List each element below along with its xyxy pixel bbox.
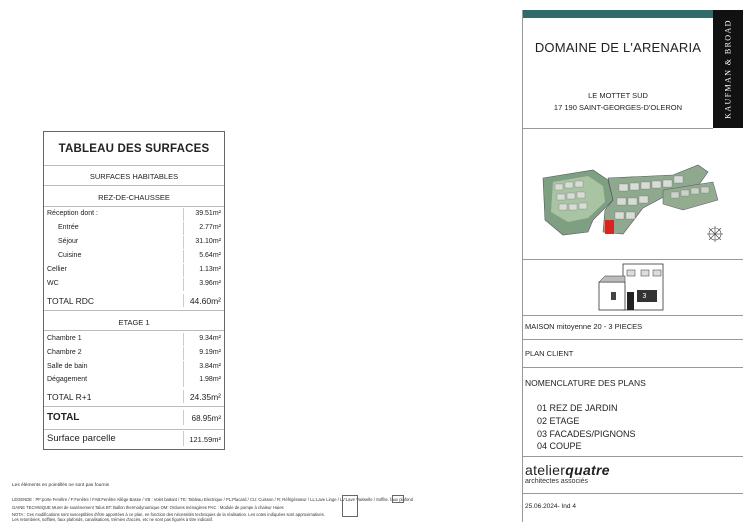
legend-line-3: NOTA : Ces modifications sont susceptibles d'être apportées à ce plan, en fonction des nécessités techniques de la réalisation. Les cotes indiquées sont approximatives.	[12, 512, 325, 517]
row-label: Salle de bain	[47, 363, 88, 370]
plan-type: PLAN CLIENT	[525, 349, 574, 358]
legend-symbol-box	[392, 495, 404, 503]
table-row	[44, 349, 224, 360]
row-label: Entrée	[58, 224, 79, 231]
row-label: TOTAL R+1	[47, 392, 92, 402]
site-plan-image	[533, 160, 733, 250]
row-value: 121.59m²	[189, 435, 221, 444]
row-label: Chambre 1	[47, 335, 82, 342]
legend-line-1: LEGENDE : PF:porte Fenêtre / F:Fenêtre / FAB:Fenêtre Allège Basse / VB : Volet battant / TE: Tableau Electrique / PL:Placard / CU: Cuisson / R: Réfrigérateur / LL:Lave Linge / LV:Lave Vaisselle / Soffite. faux plafond	[12, 497, 413, 502]
compass-icon	[707, 226, 723, 242]
total-row	[44, 412, 224, 423]
table-subtitle: SURFACES HABITABLES	[89, 172, 179, 181]
architect-subtitle: architectes associés	[525, 478, 589, 485]
table-row	[44, 363, 224, 374]
row-label: TOTAL RDC	[47, 296, 95, 306]
header-bar	[523, 10, 713, 18]
row-value: 31.10m²	[195, 238, 221, 245]
footer-note: Les éléments en pointillés ne sont pas fournis	[12, 483, 110, 488]
legend-line-2: GAINE TECHNIQUE Muret de soutènement Talus BT: Ballon thermodynamique OM: Ordures ménagères PAC : Module de pompe à chaleur Haies	[12, 505, 284, 510]
revision-date: 25.06.2024- Ind 4	[525, 503, 576, 510]
legend-line-4: Les retombées, soffites, faux plafonds, canalisations, trémies d'accès, etc ne sont pas figurés à titre indicatif.	[12, 517, 213, 522]
house-type: MAISON mitoyenne 20 - 3 PIECES	[525, 322, 643, 331]
row-label: Cuisine	[58, 252, 82, 259]
table-row	[44, 224, 224, 235]
row-value: 1.98m²	[199, 376, 221, 383]
row-label: Réception dont :	[47, 210, 98, 217]
table-row	[44, 335, 224, 346]
house-number-label: 3	[640, 292, 649, 302]
brand-logo: KAUFMAN & BROAD	[713, 10, 743, 128]
plan-item: 04 COUPE	[537, 441, 582, 451]
table-row	[44, 252, 224, 263]
row-label: Cellier	[47, 266, 67, 273]
row-value: 68.95m²	[191, 414, 221, 423]
section-rdc: REZ-DE-CHAUSSEE	[98, 193, 170, 202]
row-value: 3.96m²	[199, 280, 221, 287]
row-label: Surface parcelle	[47, 433, 116, 444]
table-row	[44, 266, 224, 277]
row-label: TOTAL	[47, 412, 80, 423]
row-value: 39.51m²	[195, 210, 221, 217]
row-label: Chambre 2	[47, 349, 82, 356]
row-value: 1.13m²	[199, 266, 221, 273]
plan-item: 02 ETAGE	[537, 416, 580, 426]
row-value: 5.64m²	[199, 252, 221, 259]
table-row	[44, 210, 224, 221]
row-label: WC	[47, 280, 59, 287]
total-rdc-row	[44, 296, 224, 307]
address-line-2: 17 190 SAINT-GEORGES-D'OLERON	[553, 103, 683, 112]
row-value: 9.34m²	[199, 335, 221, 342]
row-value: 3.84m²	[199, 363, 221, 370]
table-row	[44, 376, 224, 387]
row-label: Séjour	[58, 238, 79, 245]
plan-item: 03 FACADES/PIGNONS	[537, 429, 636, 439]
row-value: 9.19m²	[199, 349, 221, 356]
plan-item: 01 REZ DE JARDIN	[537, 403, 618, 413]
parcelle-row	[44, 433, 224, 444]
total-r1-row	[44, 392, 224, 403]
architect-logo: atelierquatre	[525, 462, 610, 478]
nomenclature-title: NOMENCLATURE DES PLANS	[525, 378, 646, 388]
row-label: Dégagement	[47, 376, 88, 383]
table-row	[44, 280, 224, 291]
row-value: 44.60m²	[189, 296, 221, 306]
surfaces-table	[43, 131, 225, 450]
house-elevation-image	[597, 262, 667, 312]
table-row	[44, 238, 224, 249]
project-title: DOMAINE DE L'ARENARIA	[534, 40, 702, 55]
row-value: 24.35m²	[189, 392, 221, 402]
section-etage: ETAGE 1	[118, 318, 150, 327]
address-line-1: LE MOTTET SUD	[588, 91, 648, 100]
legend-symbol-box	[342, 495, 358, 517]
table-title: TABLEAU DES SURFACES	[58, 143, 210, 155]
row-value: 2.77m²	[199, 224, 221, 231]
